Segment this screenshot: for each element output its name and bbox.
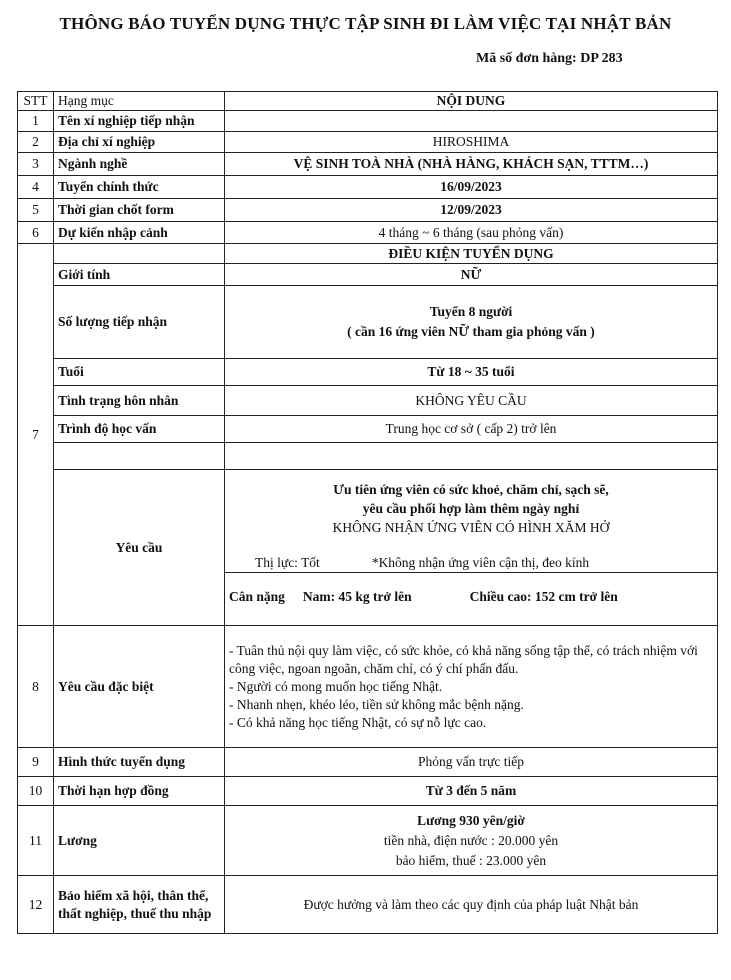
row-value: 4 tháng ~ 6 tháng (sau phỏng vấn) xyxy=(225,222,718,244)
table-row xyxy=(18,111,718,132)
list-item: - Có khả năng học tiếng Nhật, có sự nỗ lực cao. xyxy=(229,714,487,730)
quantity-line2: ( cần 16 ứng viên NỮ tham gia phỏng vấn ) xyxy=(347,324,595,339)
row-stt: 7 xyxy=(18,244,54,626)
table-row xyxy=(18,777,718,806)
row-stt: 9 xyxy=(18,748,54,777)
salary-value xyxy=(225,806,718,876)
table-row xyxy=(18,153,718,176)
row-value: Từ 3 đến 5 năm xyxy=(225,777,718,806)
requirements-text xyxy=(225,474,717,554)
table-row xyxy=(18,748,718,777)
row-stt: 1 xyxy=(18,111,54,132)
row-value: Phỏng vấn trực tiếp xyxy=(225,748,718,777)
row-stt: 8 xyxy=(18,626,54,748)
row-value: 12/09/2023 xyxy=(225,199,718,222)
row-category: Địa chỉ xí nghiệp xyxy=(54,132,225,153)
row-category: Hình thức tuyển dụng xyxy=(54,748,225,777)
row-stt: 2 xyxy=(18,132,54,153)
row-category: Bảo hiểm xã hội, thân thể, thất nghiệp, thuế thu nhập xyxy=(54,876,225,934)
vision-text: Thị lực: Tốt xyxy=(255,555,320,570)
header-content: NỘI DUNG xyxy=(225,92,718,111)
row-stt: 10 xyxy=(18,777,54,806)
row-category: Tuyển chính thức xyxy=(54,176,225,199)
quantity-label: Số lượng tiếp nhận xyxy=(54,286,225,359)
blank-cell xyxy=(54,443,225,470)
order-code: Mã số đơn hàng: DP 283 xyxy=(476,51,623,66)
row-value: VỆ SINH TOÀ NHÀ (NHÀ HÀNG, KHÁCH SẠN, TTTM…) xyxy=(225,153,718,176)
row-stt: 12 xyxy=(18,876,54,934)
row-stt: 3 xyxy=(18,153,54,176)
row-stt: 11 xyxy=(18,806,54,876)
table-row xyxy=(18,132,718,153)
weight-label: Cân nặng xyxy=(229,589,285,604)
conditions-heading-row xyxy=(18,244,718,264)
table-row xyxy=(18,176,718,199)
table-row xyxy=(18,386,718,416)
table-row xyxy=(18,876,718,934)
salary-line3: bảo hiểm, thuế : 23.000 yên xyxy=(395,852,547,868)
row-category: Thời hạn hợp đồng xyxy=(54,777,225,806)
salary-line2: tiền nhà, điện nước : 20.000 yên xyxy=(383,832,559,848)
blank-row xyxy=(18,443,718,470)
row-category: Thời gian chốt form xyxy=(54,199,225,222)
row-value: 16/09/2023 xyxy=(225,176,718,199)
table-row xyxy=(18,199,718,222)
row-value xyxy=(225,111,718,132)
conditions-heading: ĐIỀU KIỆN TUYỂN DỤNG xyxy=(225,244,718,264)
education-label: Trình độ học vấn xyxy=(54,416,225,443)
marital-value: KHÔNG YÊU CẦU xyxy=(225,386,718,416)
vision-note: *Không nhận ứng viên cận thị, đeo kính xyxy=(371,555,590,570)
table-row xyxy=(18,264,718,286)
table-row xyxy=(18,222,718,244)
table-row xyxy=(18,626,718,748)
vision-row xyxy=(225,554,717,573)
page-title: THÔNG BÁO TUYỂN DỤNG THỰC TẬP SINH ĐI LÀM VIỆC TẠI NHẬT BẢN xyxy=(59,14,672,33)
requirements-line3: KHÔNG NHẬN ỨNG VIÊN CÓ HÌNH XĂM HỞ xyxy=(332,520,610,535)
header-stt: STT xyxy=(18,92,54,111)
header-category: Hạng mục xyxy=(54,92,225,111)
requirements-line2: yêu cầu phối hợp làm thêm ngày nghỉ xyxy=(362,501,580,516)
row-value: Được hưởng và làm theo các quy định của pháp luật Nhật bản xyxy=(225,876,718,934)
header-row xyxy=(18,92,718,111)
row-value: HIROSHIMA xyxy=(225,132,718,153)
salary-line1: Lương 930 yên/giờ xyxy=(417,812,525,828)
row-stt: 6 xyxy=(18,222,54,244)
list-item: - Tuân thủ nội quy làm việc, có sức khỏe, có khả năng sống tập thể, có trách nhiệm với công việc, ngoan ngoãn, chăm chỉ, có ý chí phấn đấu. xyxy=(229,642,698,676)
list-item: - Người có mong muốn học tiếng Nhật. xyxy=(229,678,443,694)
table-row xyxy=(18,416,718,443)
row-category: Ngành nghề xyxy=(54,153,225,176)
requirements-line1: Ưu tiên ứng viên có sức khoẻ, chăm chỉ, sạch sẽ, xyxy=(333,482,609,497)
requirements-label: Yêu cầu xyxy=(54,470,225,626)
body-requirements-row xyxy=(225,573,717,621)
requirements-row xyxy=(18,470,718,626)
gender-value: NỮ xyxy=(225,264,718,286)
gender-label: Giới tính xyxy=(54,264,225,286)
blank-cell xyxy=(225,443,718,470)
row-category: Yêu cầu đặc biệt xyxy=(54,626,225,748)
requirements-value xyxy=(225,470,718,626)
quantity-line1: Tuyển 8 người xyxy=(429,304,513,319)
table-row xyxy=(18,806,718,876)
weight-value: Nam: 45 kg trở lên xyxy=(302,589,412,604)
conditions-blank-cell xyxy=(54,244,225,264)
row-stt: 5 xyxy=(18,199,54,222)
table-row xyxy=(18,286,718,359)
table-row xyxy=(18,359,718,386)
row-category: Dự kiến nhập cảnh xyxy=(54,222,225,244)
quantity-value xyxy=(225,286,718,359)
list-item: - Nhanh nhẹn, khéo léo, tiền sử không mắc bệnh nặng. xyxy=(229,696,524,712)
row-stt: 4 xyxy=(18,176,54,199)
row-category: Lương xyxy=(54,806,225,876)
marital-label: Tình trạng hôn nhân xyxy=(54,386,225,416)
row-category: Tên xí nghiệp tiếp nhận xyxy=(54,111,225,132)
age-value: Từ 18 ~ 35 tuổi xyxy=(225,359,718,386)
age-label: Tuổi xyxy=(54,359,225,386)
recruitment-table xyxy=(17,91,718,934)
education-value: Trung học cơ sở ( cấp 2) trở lên xyxy=(225,416,718,443)
height-value: Chiều cao: 152 cm trở lên xyxy=(469,589,618,604)
special-requirements-list xyxy=(225,626,718,748)
